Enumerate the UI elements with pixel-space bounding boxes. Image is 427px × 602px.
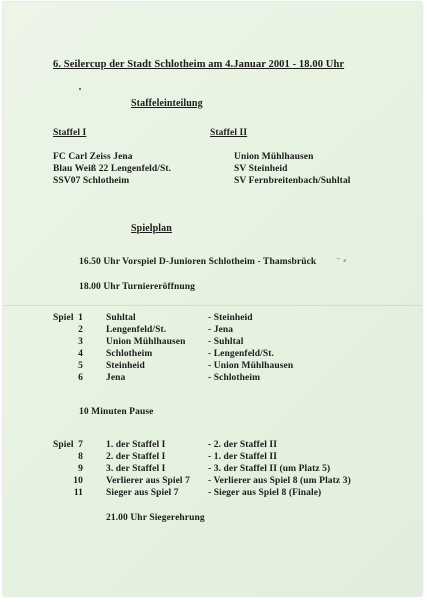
match-home: Jena — [106, 373, 126, 383]
match-away: - Union Mühlhausen — [208, 361, 294, 371]
document-page — [3, 2, 422, 596]
match-away: - Sieger aus Spiel 8 (Finale) — [208, 488, 322, 498]
vorspiel-line: 16.50 Uhr Vorspiel D-Junioren Schlotheim - Thamsbrück — [79, 257, 317, 267]
match-number: 1 — [78, 313, 83, 323]
staffel1-label: Staffel I — [53, 128, 87, 138]
staffel1-team: FC Carl Zeiss Jena — [53, 152, 133, 162]
spiel-label: Spiel — [53, 313, 74, 323]
ink-dot — [79, 88, 81, 90]
match-away: - 3. der Staffel II (um Platz 5) — [208, 464, 331, 474]
match-number: 10 — [73, 476, 83, 486]
match-home: 3. der Staffel I — [106, 464, 166, 474]
staffel2-team: SV Fernbreitenbach/Suhltal — [234, 176, 351, 186]
staffel2-team: SV Steinheid — [234, 164, 288, 174]
match-number: 7 — [78, 440, 83, 450]
staffel2-label: Staffel II — [210, 128, 248, 138]
match-number: 6 — [78, 373, 83, 383]
match-home: Suhltal — [106, 313, 136, 323]
match-home: Sieger aus Spiel 7 — [106, 488, 179, 498]
match-home: 1. der Staffel I — [106, 440, 166, 450]
match-home: Union Mühlhausen — [106, 337, 186, 347]
match-home: Steinheid — [106, 361, 145, 371]
staffeleinteilung-heading: Staffeleinteilung — [131, 98, 203, 109]
match-away: - Steinheid — [208, 313, 253, 323]
match-home: Schlotheim — [106, 349, 153, 359]
staffel1-team: SSV07 Schlotheim — [53, 176, 130, 186]
match-number: 2 — [78, 325, 83, 335]
match-away: - Suhltal — [208, 337, 244, 347]
document-title: 6. Seilercup der Stadt Schlotheim am 4.Januar 2001 - 18.00 Uhr — [53, 59, 345, 70]
spielplan-heading: Spielplan — [131, 223, 172, 234]
match-number: 3 — [78, 337, 83, 347]
match-number: 5 — [78, 361, 83, 371]
match-number: 4 — [78, 349, 83, 359]
siegerehrung-line: 21.00 Uhr Siegerehrung — [106, 513, 205, 523]
pause-line: 10 Minuten Pause — [79, 407, 154, 417]
pen-scribble: ⁻ ⸗ — [336, 255, 347, 265]
match-away: - Lengenfeld/St. — [208, 349, 274, 359]
match-home: 2. der Staffel I — [106, 452, 166, 462]
match-number: 11 — [73, 488, 83, 498]
staffel1-team: Blau Weiß 22 Lengenfeld/St. — [53, 164, 172, 174]
eroeffnung-line: 18.00 Uhr Turniereröffnung — [79, 282, 196, 292]
staffel2-team: Union Mühlhausen — [234, 152, 314, 162]
match-away: - 2. der Staffel II — [208, 440, 278, 450]
match-home: Lengenfeld/St. — [106, 325, 167, 335]
match-away: - Jena — [208, 325, 234, 335]
match-home: Verlierer aus Spiel 7 — [106, 476, 190, 486]
spiel-label: Spiel — [53, 440, 74, 450]
match-away: - Schlotheim — [208, 373, 261, 383]
paper-fold-line — [3, 305, 422, 306]
match-number: 8 — [78, 452, 83, 462]
match-away: - Verlierer aus Spiel 8 (um Platz 3) — [208, 476, 351, 486]
match-away: - 1. der Staffel II — [208, 452, 278, 462]
match-number: 9 — [78, 464, 83, 474]
